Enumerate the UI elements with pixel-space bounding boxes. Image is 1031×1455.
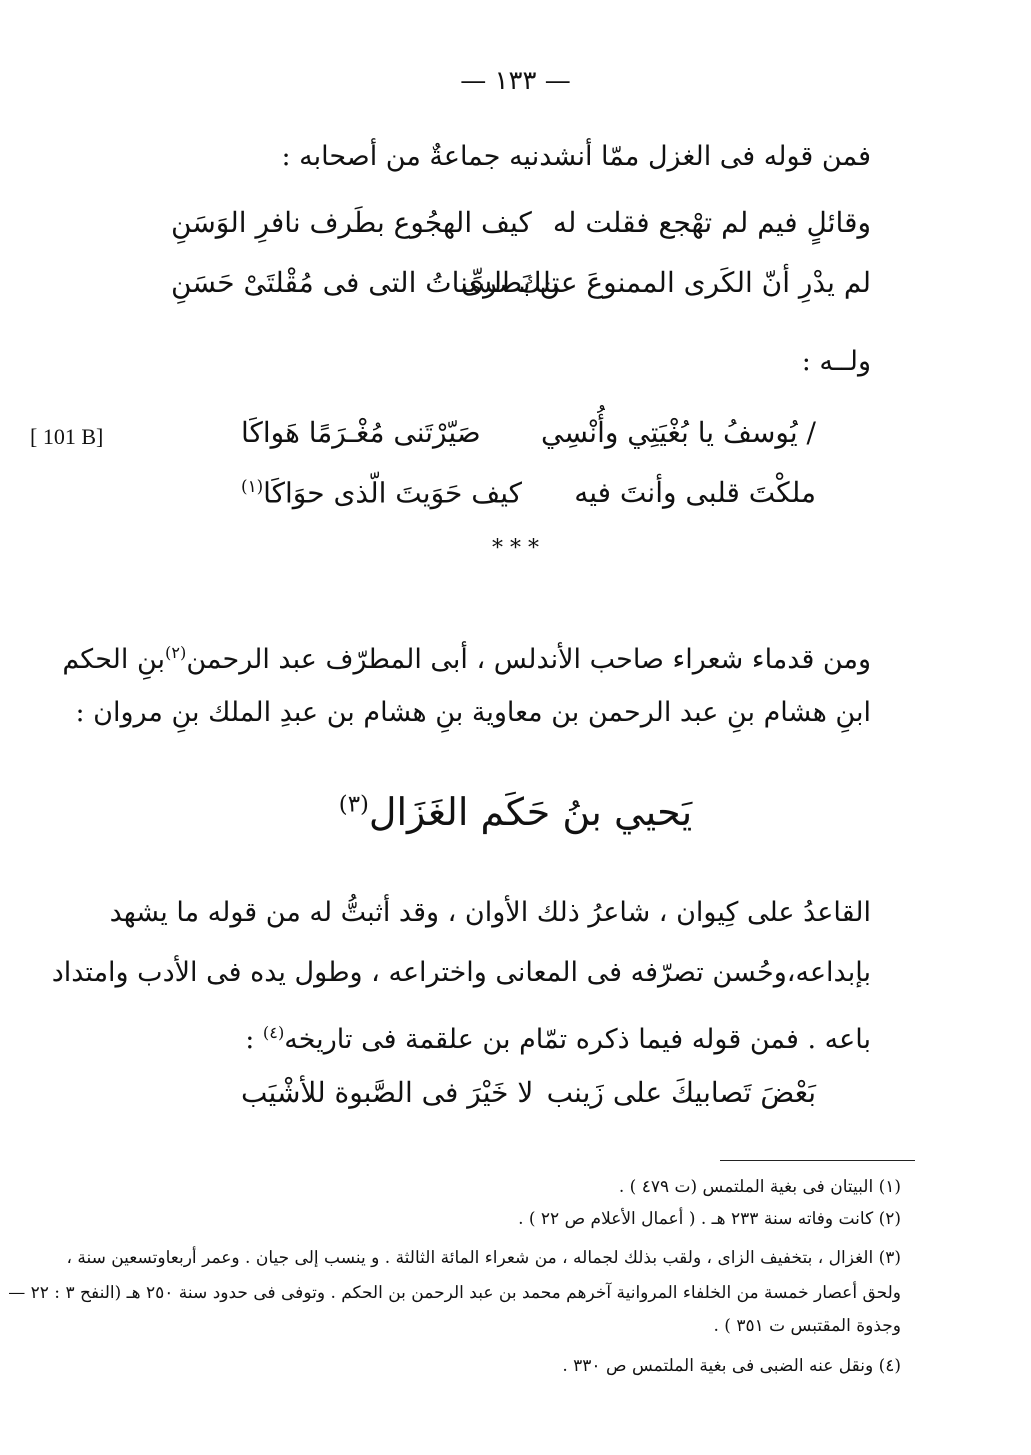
para2-line-2: بإبداعه،وحُسن تصرّفه فى المعانى واختراعه ، وطول يده فى الأدب وامتداد	[51, 957, 871, 988]
footnote-marker: (٤)	[262, 1023, 285, 1042]
poem1-line-2	[171, 266, 871, 322]
para1-line-2: ابنِ هشام بنِ عبد الرحمن بن معاوية بنِ هشام بن عبدِ الملك بنِ مروان :	[75, 697, 871, 728]
hemistich-second: تلك السِّناتُ التى فى مُقْلتَىْ حَسَنِ	[171, 266, 560, 299]
hemistich-first: ملكْتَ قلبى وأنتَ فيه	[574, 476, 816, 509]
hemistich-first: / يُوسفُ يا بُغْيَتِي وأُنْسِي	[540, 416, 816, 449]
footnote-marker: (٣)	[338, 791, 369, 818]
poem1-line-1	[171, 206, 871, 262]
para1-text: ومن قدماء شعراء صاحب الأندلس ، أبى المطرّف عبد الرحمن	[186, 644, 871, 675]
poem2-line-2	[241, 476, 816, 532]
hemistich-first: لم يدْرِ أنّ الكَرى الممنوعَ عن بَصرى	[461, 266, 871, 299]
para2-line-3	[131, 1004, 871, 1069]
poem2-line-1	[241, 416, 816, 472]
section-heading	[0, 790, 1031, 834]
footnote-3-line-3: وجذوة المقتبس ت ٣٥١ ) .	[713, 1316, 901, 1336]
footnote-marker: (١)	[241, 476, 264, 496]
hemistich-second	[241, 476, 522, 509]
footnote-marker: (٢)	[165, 643, 187, 662]
hemistich-second: كيف الهجُوع بطَرف نافرِ الوَسَنِ	[171, 206, 532, 239]
para2-text: باعه . فمن قوله فيما ذكره تمّام بن علقمة فى تاريخه	[284, 1024, 871, 1055]
heading-text: يَحيي بنُ حَكَم الغَزَال	[368, 790, 693, 834]
footnote-3-line-1: (٣) الغزال ، بتخفيف الزاى ، ولقب بذلك لجماله ، من شعراء المائة الثالثة . و ينسب إلى جيان . وعمر أربعاوتسعين سنة ،	[66, 1248, 901, 1268]
footnote-1: (١) البيتان فى بغية الملتمس (ت ٤٧٩ ) .	[618, 1177, 901, 1197]
footnote-4: (٤) ونقل عنه الضبى فى بغية الملتمس ص ٣٣٠ .	[562, 1356, 901, 1376]
section-divider-stars: * * *	[492, 536, 539, 561]
footnote-2: (٢) كانت وفاته سنة ٢٣٣ هـ . ( أعمال الأعلام ص ٢٢ ) .	[518, 1209, 901, 1229]
margin-reference: [ 101 B]	[30, 424, 104, 449]
hemistich-second: صَيّرْتَنى مُغْـرَمًا هَواكَا	[241, 416, 481, 449]
para2-end: :	[245, 1024, 263, 1055]
poem3-line-1	[241, 1076, 816, 1132]
hemistich-text: كيف حَوَيتَ الّذى حوَاكَا	[263, 476, 523, 510]
page-number: — ١٣٣ —	[460, 66, 571, 96]
label-lahu: ولــه :	[801, 346, 871, 377]
para2-line-1: القاعدُ على كِيوان ، شاعرُ ذلك الأوان ، وقد أثبتُّ له من قوله ما يشهد	[109, 897, 871, 928]
hemistich-first: بَعْضَ تَصابيكَ على زَينب	[546, 1076, 816, 1109]
para1-line-1	[62, 624, 871, 689]
hemistich-second: لا خَيْرَ فى الصَّبوة للأشْيَب	[241, 1076, 534, 1109]
footnote-separator	[720, 1160, 915, 1161]
footnote-3-line-2: ولحق أعصار خمسة من الخلفاء المروانية آخرهم محمد بن عبد الرحمن بن الحكم . وتوفى فى حدود سنة ٢٥٠ هـ (النفح ٣ : ٢٢ —	[8, 1283, 901, 1303]
para1-tail: بنِ الحكم	[62, 644, 166, 675]
intro-line: فمن قوله فى الغزل ممّا أنشدنيه جماعةٌ من أصحابه :	[281, 141, 871, 172]
hemistich-first: وقائلٍ فيم لم تهْجع فقلت له	[552, 206, 871, 239]
